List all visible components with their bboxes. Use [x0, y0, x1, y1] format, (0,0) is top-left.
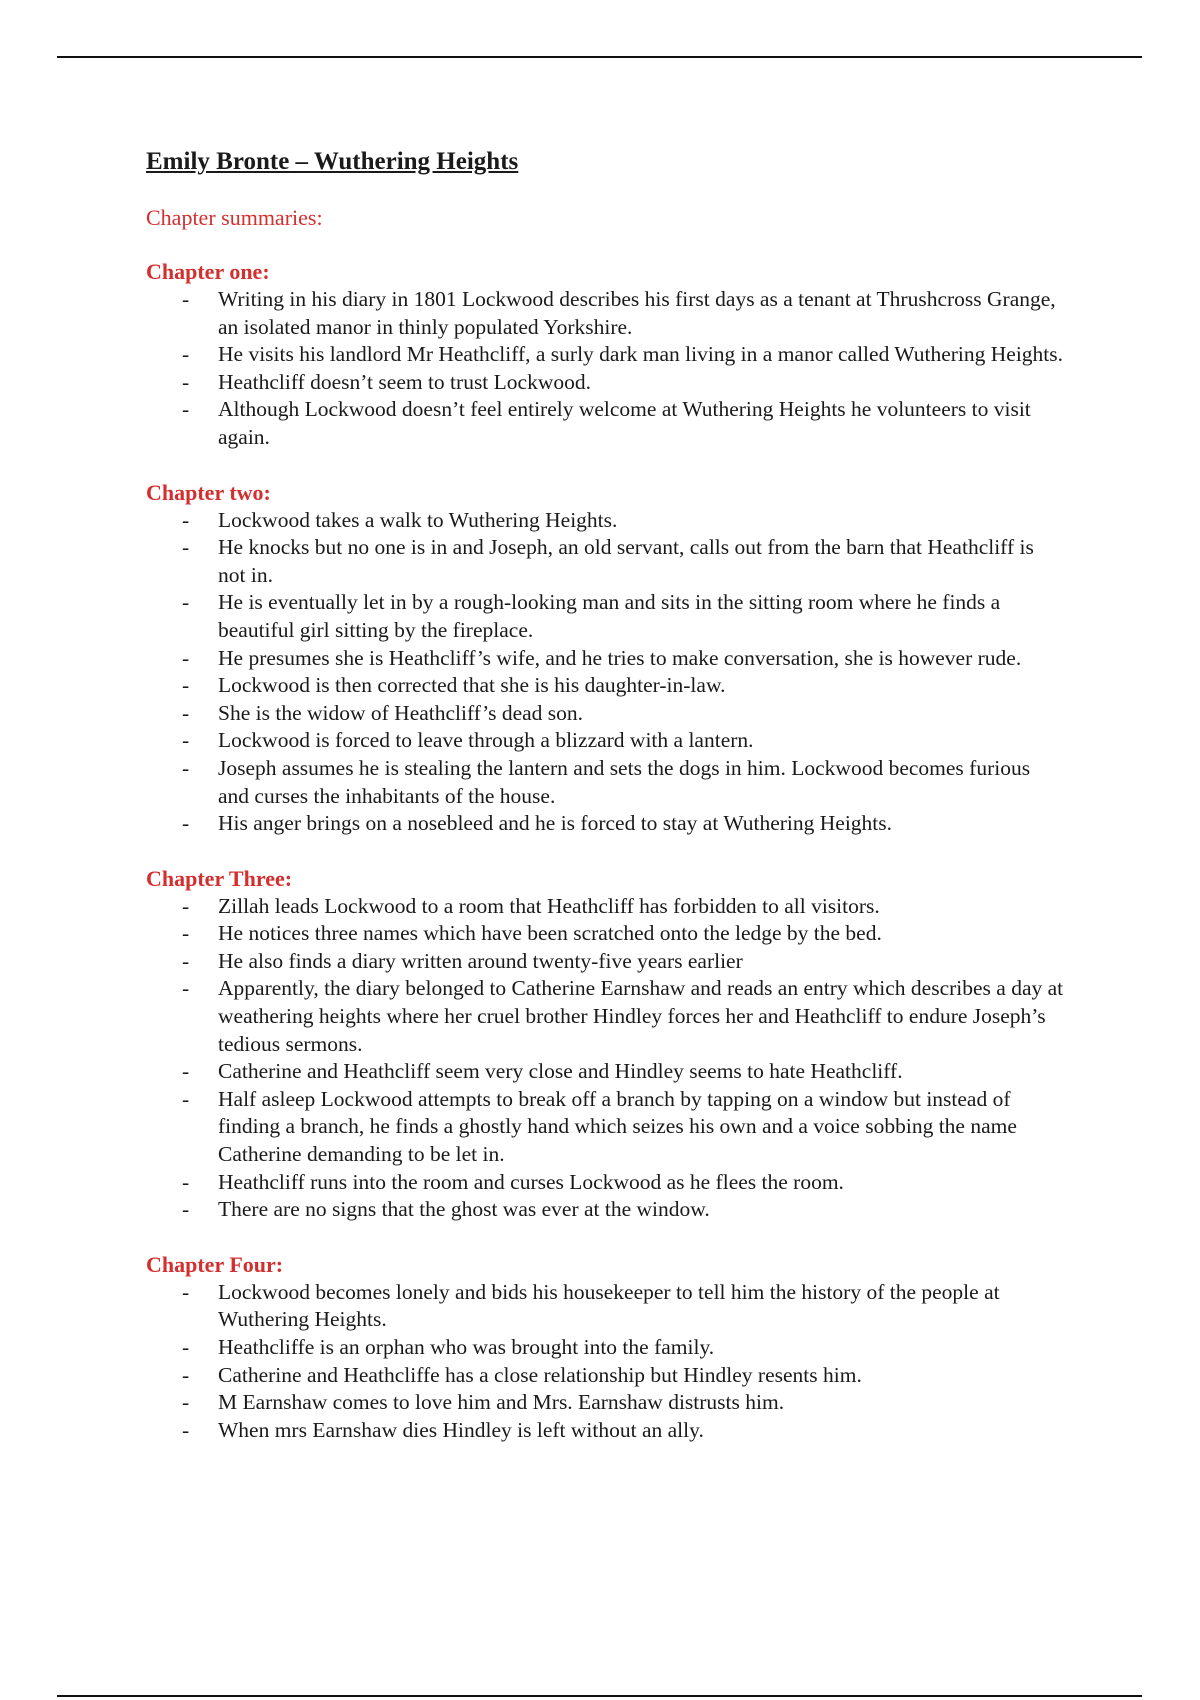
list-item-text: There are no signs that the ghost was ever at the window. [218, 1197, 710, 1222]
list-item-text: When mrs Earnshaw dies Hindley is left without an ally. [218, 1417, 704, 1442]
list-item [146, 920, 1066, 948]
bullet-dash-icon: - [182, 1390, 190, 1415]
bullet-dash-icon: - [182, 921, 190, 946]
list-item [146, 341, 1066, 369]
list-item [146, 1058, 1066, 1086]
bullet-dash-icon: - [182, 535, 190, 560]
chapter-heading: Chapter one: [146, 259, 270, 284]
list-item-text: Lockwood is forced to leave through a blizzard with a lantern. [218, 728, 754, 753]
chapter-list [146, 258, 1066, 1444]
list-item [146, 893, 1066, 921]
bullet-dash-icon: - [182, 1169, 190, 1194]
list-item-text: His anger brings on a nosebleed and he is forced to stay at Wuthering Heights. [218, 811, 893, 836]
list-item-text: M Earnshaw comes to love him and Mrs. Earnshaw distrusts him. [218, 1390, 785, 1415]
bullet-dash-icon: - [182, 728, 190, 753]
bullet-dash-icon: - [182, 893, 190, 918]
list-item-text: Catherine and Heathcliffe has a close relationship but Hindley resents him. [218, 1362, 862, 1387]
list-item-text: Zillah leads Lockwood to a room that Heathcliff has forbidden to all visitors. [218, 893, 880, 918]
list-item [146, 1417, 1066, 1445]
list-item [146, 1362, 1066, 1390]
document-title: Emily Bronte – Wuthering Heights [146, 148, 519, 175]
list-item [146, 286, 1066, 341]
list-item-text: Heathcliff doesn’t seem to trust Lockwood. [218, 369, 591, 394]
chapter-section [146, 258, 1066, 452]
bullet-dash-icon: - [182, 645, 190, 670]
list-item [146, 1196, 1066, 1224]
footer-rule [57, 1695, 1142, 1697]
list-item [146, 727, 1066, 755]
list-item-text: He is eventually let in by a rough-looking man and sits in the sitting room where he finds a beautiful girl sitting by the fireplace. [218, 590, 1001, 642]
bullet-dash-icon: - [182, 1086, 190, 1111]
list-item [146, 396, 1066, 451]
bullet-dash-icon: - [182, 948, 190, 973]
list-item [146, 1389, 1066, 1417]
list-item-text: She is the widow of Heathcliff’s dead son. [218, 700, 584, 725]
bullet-dash-icon: - [182, 1362, 190, 1387]
bullet-dash-icon: - [182, 397, 190, 422]
list-item [146, 589, 1066, 644]
list-item-text: Joseph assumes he is stealing the lantern and sets the dogs in him. Lockwood becomes furious and curses the inhabitants of the house. [218, 755, 1031, 808]
chapter-bullet-list [146, 507, 1066, 838]
chapter-section [146, 479, 1066, 838]
bullet-dash-icon: - [182, 1279, 190, 1304]
bullet-dash-icon: - [182, 1197, 190, 1222]
list-item-text: He knocks but no one is in and Joseph, an old servant, calls out from the barn that Heathcliff is not in. [218, 535, 1034, 587]
list-item [146, 645, 1066, 673]
list-item-text: Lockwood becomes lonely and bids his housekeeper to tell him the history of the people at Wuthering Heights. [218, 1279, 1000, 1332]
list-item [146, 534, 1066, 589]
list-item [146, 948, 1066, 976]
chapter-section [146, 1251, 1066, 1445]
bullet-dash-icon: - [182, 1335, 190, 1359]
list-item-text: Apparently, the diary belonged to Catherine Earnshaw and reads an entry which describes a day at weathering heights where her cruel brother Hindley forces her and Heathcliff to endure Joseph’s tedious sermons. [218, 976, 1064, 1056]
list-item-text: Lockwood is then corrected that she is his daughter-in-law. [218, 673, 726, 698]
bullet-dash-icon: - [182, 590, 190, 615]
list-item [146, 1279, 1066, 1334]
bullet-dash-icon: - [182, 755, 190, 780]
list-item [146, 975, 1066, 1058]
section-subtitle: Chapter summaries: [146, 205, 323, 230]
chapter-bullet-list [146, 1279, 1066, 1445]
document-body [146, 146, 1066, 1471]
list-item-text: Lockwood takes a walk to Wuthering Heights. [218, 507, 618, 532]
list-item-text: He visits his landlord Mr Heathcliff, a surly dark man living in a manor called Wuthering Heights. [218, 342, 1064, 367]
bullet-dash-icon: - [182, 700, 190, 725]
list-item [146, 507, 1066, 535]
list-item-text: Catherine and Heathcliff seem very close and Hindley seems to hate Heathcliff. [218, 1059, 903, 1084]
bullet-dash-icon: - [182, 811, 190, 836]
list-item-text: He notices three names which have been scratched onto the ledge by the bed. [218, 921, 882, 946]
chapter-heading: Chapter two: [146, 479, 271, 505]
list-item-text: Half asleep Lockwood attempts to break off a branch by tapping on a window but instead of finding a branch, he finds a ghostly hand which seizes his own and a voice sobbing the name Catherine demanding to be let in. [218, 1086, 1017, 1167]
list-item-text: Although Lockwood doesn’t feel entirely welcome at Wuthering Heights he volunteers to visit again. [218, 397, 1031, 449]
chapter-bullet-list [146, 286, 1066, 452]
list-item [146, 369, 1066, 397]
list-item [146, 755, 1066, 810]
bullet-dash-icon: - [182, 1059, 190, 1084]
list-item-text: Writing in his diary in 1801 Lockwood describes his first days as a tenant at Thrushcross Grange, an isolated manor in thinly populated Yorkshire. [218, 287, 1056, 339]
list-item [146, 700, 1066, 728]
bullet-dash-icon: - [182, 507, 190, 532]
chapter-section [146, 865, 1066, 1224]
list-item [146, 810, 1066, 838]
list-item [146, 672, 1066, 700]
bullet-dash-icon: - [182, 287, 190, 311]
header-rule [57, 56, 1142, 58]
list-item [146, 1334, 1066, 1362]
bullet-dash-icon: - [182, 342, 190, 367]
list-item-text: Heathcliffe is an orphan who was brought into the family. [218, 1335, 715, 1359]
bullet-dash-icon: - [182, 976, 190, 1001]
list-item [146, 1086, 1066, 1169]
chapter-heading: Chapter Four: [146, 1251, 284, 1277]
bullet-dash-icon: - [182, 1417, 190, 1442]
list-item [146, 1169, 1066, 1197]
list-item-text: He also finds a diary written around twenty-five years earlier [218, 948, 743, 973]
list-item-text: He presumes she is Heathcliff’s wife, and he tries to make conversation, she is however rude. [218, 645, 1022, 670]
bullet-dash-icon: - [182, 369, 190, 394]
chapter-heading: Chapter Three: [146, 865, 293, 891]
list-item-text: Heathcliff runs into the room and curses Lockwood as he flees the room. [218, 1169, 844, 1194]
chapter-bullet-list [146, 893, 1066, 1224]
bullet-dash-icon: - [182, 673, 190, 698]
